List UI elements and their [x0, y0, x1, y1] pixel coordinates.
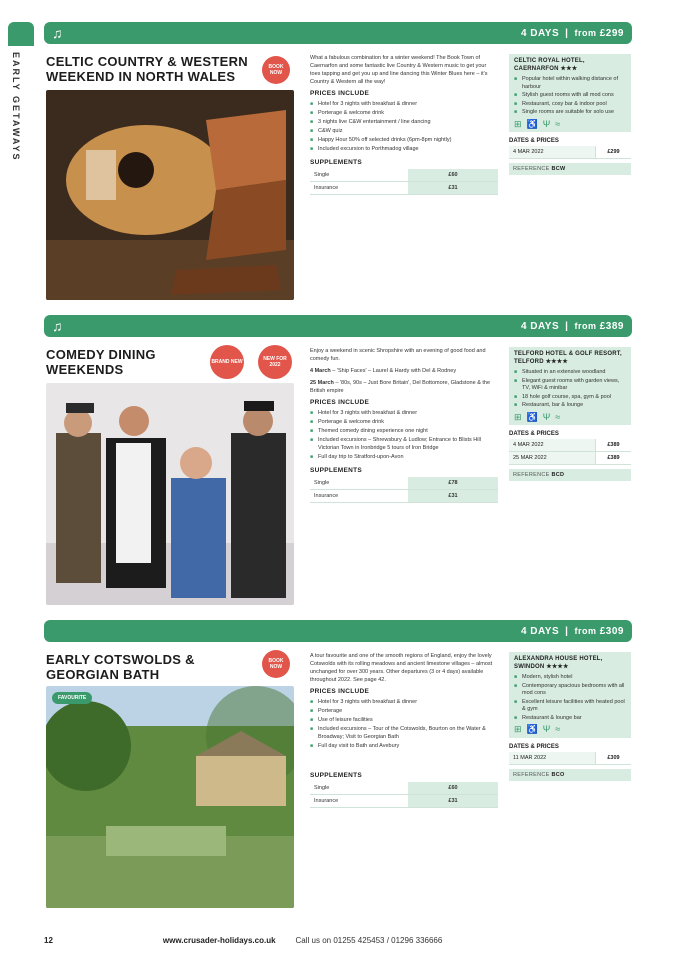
show-date-2: 25 March – '80s, 90s – Just Bore Britain', Del Bottomore, Gladstone & the British empire: [310, 380, 491, 394]
tour-description: [310, 54, 498, 195]
music-note-icon: ♫: [52, 318, 63, 334]
brand-new-badge: BRAND NEW: [210, 345, 244, 379]
dates-heading: DATES & PRICES: [509, 743, 559, 750]
date-value: 25 MAR 2022: [509, 452, 595, 464]
amenity-icons: [514, 411, 626, 422]
supplements-table: [310, 782, 498, 808]
lift-icon: ⊞: [514, 724, 522, 734]
page-footer: [44, 936, 632, 945]
list-item: ■ Elegant guest rooms with garden views, TV, WiFi & minibar: [514, 378, 626, 393]
list-item: ■ Hotel for 3 nights with breakfast & dinner: [310, 698, 498, 706]
from-label: from: [574, 320, 597, 331]
supp-label: Single: [310, 169, 408, 182]
list-item: ■ Themed comedy dining experience one night: [310, 427, 498, 435]
show-date-1: 4 March – 'Ship Faces' – Laurel & Hardy with Del & Rodney: [310, 368, 457, 374]
call-info: Call us on 01255 425453 / 01296 336666: [295, 936, 443, 945]
date-value: 4 MAR 2022: [509, 146, 595, 158]
list-item: ■ Single rooms are suitable for solo use: [514, 109, 626, 117]
tour-bar: [44, 315, 632, 337]
duration: 4 DAYS: [520, 625, 560, 637]
tour-title: COMEDY DINING WEEKENDS: [46, 347, 156, 377]
list-item: ■ Porterage: [310, 707, 498, 715]
supp-label: Insurance: [310, 795, 408, 808]
date-value: 4 MAR 2022: [509, 439, 595, 451]
date-price: £299: [595, 146, 631, 158]
intro-text: What a fabulous combination for a winter weekend! The Book Town of Caernarfon and some fantastic live Country & Western music to get your toes tapping and get you up and line dancing this Winter Blues here – it's Country & Western all the way!: [310, 55, 488, 85]
list-item: ■ Full day visit to Bath and Avebury: [310, 742, 498, 750]
list-item: ■ Hotel for 3 nights with breakfast & dinner: [310, 409, 498, 417]
supplements-heading: SUPPLEMENTS: [310, 467, 363, 474]
supp-label: Insurance: [310, 182, 408, 195]
restaurant-icon: Ψ: [542, 411, 551, 422]
wheelchair-icon: ♿: [526, 411, 538, 422]
amenity-icons: [514, 726, 626, 734]
hotel-panel: [509, 347, 631, 425]
pool-icon: ≈: [555, 411, 561, 422]
hotel-name: CELTIC ROYAL HOTEL, CAERNARFON ★★★: [514, 58, 585, 72]
reference-label: REFERENCE: [513, 472, 550, 478]
restaurant-icon: Ψ: [542, 724, 551, 734]
from-label: from: [574, 625, 597, 636]
supp-label: Single: [310, 782, 408, 795]
restaurant-icon: Ψ: [542, 118, 551, 129]
date-price: £389: [595, 439, 631, 451]
includes-list: [310, 698, 498, 750]
date-row: [509, 146, 631, 159]
supplements-heading: SUPPLEMENTS: [310, 772, 363, 779]
dates-prices: [509, 431, 631, 465]
book-now-badge[interactable]: BOOK NOW: [262, 56, 290, 84]
date-price: £309: [595, 752, 631, 764]
list-item: ■ Popular hotel within walking distance of harbour: [514, 76, 626, 91]
reference: [509, 163, 631, 175]
date-row: [509, 452, 631, 465]
prices-include-heading: PRICES INCLUDE: [310, 90, 370, 97]
list-item: ■ Restaurant, bar & lounge: [514, 402, 626, 410]
hotel-features: [514, 369, 626, 410]
cotswolds-village-image: [46, 686, 294, 908]
hotel-features: [514, 76, 626, 117]
includes-list: [310, 409, 498, 461]
tour-section-3: [44, 620, 632, 910]
list-item: ■ Excellent leisure facilities with heated pool & gym: [514, 699, 626, 714]
list-item: ■ C&W quiz: [310, 127, 498, 135]
dates-prices: [509, 744, 631, 765]
website-link[interactable]: www.crusader-holidays.co.uk: [162, 936, 276, 945]
prices-include-heading: PRICES INCLUDE: [310, 399, 370, 406]
supplements: [310, 772, 498, 808]
list-item: ■ Contemporary spacious bedrooms with all mod cons: [514, 683, 626, 698]
comedy-actors-image: [46, 383, 294, 605]
prices-include-heading: PRICES INCLUDE: [310, 688, 370, 695]
tour-photo-guitar: [46, 90, 294, 300]
hotel-name: ALEXANDRA HOUSE HOTEL, SWINDON ★★★★: [514, 656, 603, 670]
tour-section-1: [44, 22, 632, 300]
list-item: ■ Included excursions – Shrewsbury & Ludlow; Entrance to Blists Hill Victorian Town in Ironbridge 5 tours of Iron Bridge: [310, 436, 498, 452]
supplements: [310, 159, 498, 195]
date-row: [509, 752, 631, 765]
reference: [509, 769, 631, 781]
reference-label: REFERENCE: [513, 166, 550, 172]
list-item: ■ Use of leisure facilities: [310, 716, 498, 724]
table-row: [310, 182, 498, 195]
date-price: £389: [595, 452, 631, 464]
list-item: ■ Porterage & welcome drink: [310, 109, 498, 117]
date-value: 11 MAR 2022: [509, 752, 595, 764]
supp-value: £60: [408, 782, 498, 795]
wheelchair-icon: ♿: [526, 724, 538, 734]
list-item: ■ 3 nights live C&W entertainment / line dancing: [310, 118, 498, 126]
reference-code: BCW: [551, 166, 566, 172]
list-item: ■ Full day trip to Stratford-upon-Avon: [310, 453, 498, 461]
supp-label: Single: [310, 477, 408, 490]
lift-icon: ⊞: [514, 411, 522, 422]
pool-icon: ≈: [555, 118, 561, 129]
hotel-column: [509, 347, 631, 481]
list-item: ■ Included excursions – Tour of the Cotswolds, Bourton on the Water & Broadway; Visit to Georgian Bath: [310, 725, 498, 741]
from-price: £309: [599, 625, 624, 637]
tour-description: [310, 652, 498, 808]
tour-description: [310, 347, 498, 503]
tour-duration-price: 4 DAYS | from £309: [520, 625, 624, 637]
wheelchair-icon: ♿: [526, 118, 538, 129]
table-row: [310, 795, 498, 808]
table-row: [310, 490, 498, 503]
supp-label: Insurance: [310, 490, 408, 503]
reference-code: BCD: [551, 472, 565, 478]
supplements-heading: SUPPLEMENTS: [310, 159, 363, 166]
side-label: EARLY GETAWAYS: [11, 52, 21, 162]
supplements-table: [310, 477, 498, 503]
hotel-panel: [509, 54, 631, 132]
list-item: ■ Hotel for 3 nights with breakfast & dinner: [310, 100, 498, 108]
date-row: [509, 439, 631, 452]
from-price: £389: [599, 320, 624, 332]
music-note-icon: ♫: [52, 25, 63, 41]
intro-text: A tour favourite and one of the smooth regions of England, enjoy the lovely Cotswolds with its rolling meadows and ancient limestone villages – almost unchanged for over 300 years. Other departures (3 or 4 days) available throughout 2022. See page 42.: [310, 653, 493, 683]
supp-value: £31: [408, 182, 498, 195]
hotel-panel: [509, 652, 631, 738]
list-item: ■ Situated in an extensive woodland: [514, 369, 626, 377]
hotel-features: [514, 674, 626, 722]
table-row: [310, 477, 498, 490]
hotel-name: TELFORD HOTEL & GOLF RESORT, TELFORD ★★★★: [514, 351, 622, 365]
hotel-column: [509, 652, 631, 781]
dates-heading: DATES & PRICES: [509, 431, 559, 437]
from-label: from: [574, 27, 597, 38]
reference-label: REFERENCE: [513, 771, 550, 778]
page-number: 12: [44, 936, 53, 945]
duration: 4 DAYS: [520, 27, 560, 39]
tour-bar: [44, 620, 632, 642]
dates-prices: [509, 138, 631, 159]
tour-photo-comedy: [46, 383, 294, 605]
supp-value: £78: [408, 477, 498, 490]
pool-icon: ≈: [555, 724, 561, 734]
includes-list: [310, 100, 498, 153]
hotel-column: [509, 54, 631, 175]
lift-icon: ⊞: [514, 118, 522, 129]
table-row: [310, 169, 498, 182]
supp-value: £31: [408, 795, 498, 808]
table-row: [310, 782, 498, 795]
book-now-badge[interactable]: BOOK NOW: [262, 650, 290, 678]
tour-bar: [44, 22, 632, 44]
favourite-tag: FAVOURITE: [52, 692, 92, 704]
list-item: ■ Restaurant, cosy bar & indoor pool: [514, 101, 626, 109]
side-tab: [8, 22, 34, 46]
duration: 4 DAYS: [520, 320, 560, 332]
tour-section-2: [44, 315, 632, 605]
reference: [509, 469, 631, 481]
guitar-boot-image: [46, 90, 294, 300]
intro-text: Enjoy a weekend in scenic Shropshire with an evening of good food and comedy fun.: [310, 348, 486, 362]
list-item: ■ Restaurant & lounge bar: [514, 715, 626, 723]
tour-duration-price: 4 DAYS | from £299: [520, 27, 624, 39]
supplements: [310, 467, 498, 503]
dates-heading: DATES & PRICES: [509, 138, 559, 144]
list-item: ■ 18 hole golf course, spa, gym & pool: [514, 394, 626, 402]
new-for-2022-badge: NEW FOR 2022: [258, 345, 292, 379]
supp-value: £60: [408, 169, 498, 182]
list-item: ■ Happy Hour 50% off selected drinks (6pm-8pm nightly): [310, 136, 498, 144]
tour-duration-price: 4 DAYS | from £389: [520, 320, 624, 332]
from-price: £299: [599, 27, 624, 39]
reference-code: BCO: [551, 771, 565, 778]
amenity-icons: [514, 118, 626, 129]
supplements-table: [310, 169, 498, 195]
list-item: ■ Modern, stylish hotel: [514, 674, 626, 682]
tour-title: CELTIC COUNTRY & WESTERN WEEKEND IN NORTH WALES: [46, 54, 248, 84]
list-item: ■ Porterage & welcome drink: [310, 418, 498, 426]
tour-title: EARLY COTSWOLDS & GEORGIAN BATH: [46, 652, 195, 682]
list-item: ■ Included excursion to Porthmadog village: [310, 145, 498, 153]
list-item: ■ Stylish guest rooms with all mod cons: [514, 92, 626, 100]
tour-photo-cotswolds: [46, 686, 294, 908]
supp-value: £31: [408, 490, 498, 503]
